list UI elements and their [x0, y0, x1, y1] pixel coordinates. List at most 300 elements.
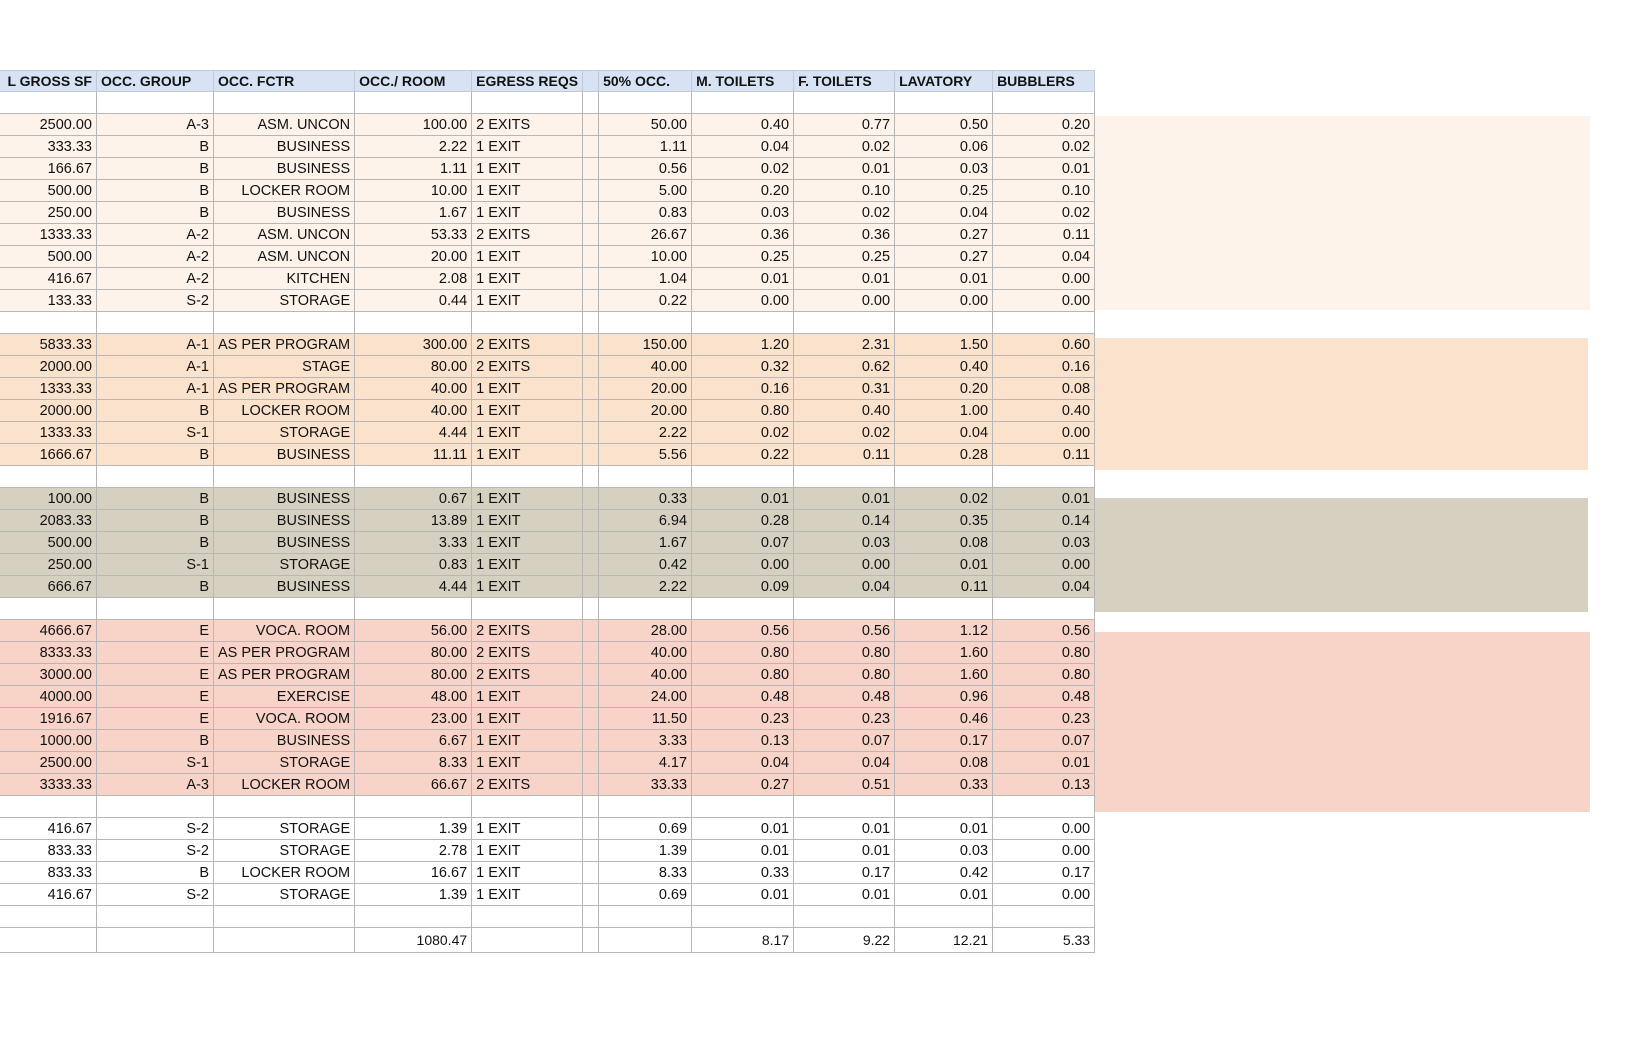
cell-bubblers[interactable]: 0.01 — [993, 488, 1095, 510]
cell-occ-factor[interactable]: AS PER PROGRAM — [214, 664, 355, 686]
cell-occ-factor[interactable]: BUSINESS — [214, 532, 355, 554]
cell-spacer[interactable] — [583, 422, 599, 444]
cell-half-occ[interactable] — [599, 796, 692, 818]
cell-bubblers[interactable]: 0.48 — [993, 686, 1095, 708]
cell-egress-reqs[interactable]: 2 EXITS — [472, 114, 583, 136]
cell-spacer[interactable] — [583, 862, 599, 884]
cell-m-toilets[interactable]: 0.07 — [692, 532, 794, 554]
cell-gross-sf[interactable]: 250.00 — [0, 554, 97, 576]
cell-f-toilets[interactable]: 0.02 — [794, 422, 895, 444]
cell-lavatory[interactable]: 0.04 — [895, 202, 993, 224]
cell-spacer[interactable] — [583, 752, 599, 774]
cell-gross-sf[interactable]: 166.67 — [0, 158, 97, 180]
cell-egress-reqs[interactable] — [472, 466, 583, 488]
cell-f-toilets[interactable]: 0.23 — [794, 708, 895, 730]
cell-egress-reqs[interactable]: 1 EXIT — [472, 532, 583, 554]
cell-spacer[interactable] — [583, 708, 599, 730]
cell-m-toilets[interactable]: 0.80 — [692, 664, 794, 686]
cell-occ-per-room[interactable]: 10.00 — [355, 180, 472, 202]
cell-occ-factor[interactable]: BUSINESS — [214, 488, 355, 510]
cell-occ-per-room[interactable]: 100.00 — [355, 114, 472, 136]
cell-m-toilets[interactable] — [692, 312, 794, 334]
cell-gross-sf[interactable] — [0, 466, 97, 488]
cell-egress-reqs[interactable] — [472, 92, 583, 114]
cell-occ-group[interactable]: A-1 — [97, 356, 214, 378]
cell-lavatory[interactable]: 0.02 — [895, 488, 993, 510]
cell-f-toilets[interactable]: 0.02 — [794, 202, 895, 224]
cell-gross-sf[interactable] — [0, 906, 97, 928]
cell-lavatory[interactable]: 0.06 — [895, 136, 993, 158]
cell-half-occ[interactable]: 40.00 — [599, 642, 692, 664]
cell-gross-sf[interactable]: 250.00 — [0, 202, 97, 224]
cell-spacer[interactable] — [583, 158, 599, 180]
cell-gross-sf[interactable] — [0, 92, 97, 114]
cell-lavatory[interactable]: 0.46 — [895, 708, 993, 730]
column-header-half-occ[interactable]: 50% OCC. — [599, 71, 692, 92]
cell-occ-factor[interactable]: BUSINESS — [214, 158, 355, 180]
cell-f-toilets[interactable]: 0.01 — [794, 488, 895, 510]
cell-m-toilets[interactable]: 0.40 — [692, 114, 794, 136]
cell-bubblers[interactable]: 0.02 — [993, 136, 1095, 158]
cell-occ-per-room[interactable]: 2.78 — [355, 840, 472, 862]
cell-bubblers[interactable]: 0.00 — [993, 840, 1095, 862]
cell-gross-sf[interactable]: 2000.00 — [0, 400, 97, 422]
column-header-occ-group[interactable]: OCC. GROUP — [97, 71, 214, 92]
cell-occ-per-room[interactable]: 8.33 — [355, 752, 472, 774]
cell-lavatory[interactable]: 1.60 — [895, 664, 993, 686]
cell-occ-per-room[interactable]: 66.67 — [355, 774, 472, 796]
cell-half-occ[interactable] — [599, 92, 692, 114]
cell-occ-factor[interactable]: BUSINESS — [214, 730, 355, 752]
cell-half-occ[interactable] — [599, 928, 692, 953]
cell-occ-per-room[interactable]: 80.00 — [355, 356, 472, 378]
cell-half-occ[interactable]: 1.67 — [599, 532, 692, 554]
cell-m-toilets[interactable]: 0.04 — [692, 136, 794, 158]
cell-egress-reqs[interactable]: 1 EXIT — [472, 752, 583, 774]
cell-m-toilets[interactable]: 0.25 — [692, 246, 794, 268]
cell-occ-per-room[interactable] — [355, 598, 472, 620]
cell-egress-reqs[interactable]: 1 EXIT — [472, 576, 583, 598]
cell-occ-group[interactable]: B — [97, 532, 214, 554]
cell-occ-per-room[interactable]: 20.00 — [355, 246, 472, 268]
cell-gross-sf[interactable] — [0, 598, 97, 620]
cell-gross-sf[interactable] — [0, 312, 97, 334]
cell-spacer[interactable] — [583, 356, 599, 378]
cell-bubblers[interactable] — [993, 312, 1095, 334]
cell-f-toilets[interactable]: 0.62 — [794, 356, 895, 378]
cell-gross-sf[interactable]: 1333.33 — [0, 224, 97, 246]
cell-bubblers[interactable] — [993, 906, 1095, 928]
cell-egress-reqs[interactable]: 2 EXITS — [472, 774, 583, 796]
column-header-egress-reqs[interactable]: EGRESS REQS — [472, 71, 583, 92]
cell-spacer[interactable] — [583, 642, 599, 664]
cell-egress-reqs[interactable]: 2 EXITS — [472, 642, 583, 664]
cell-half-occ[interactable]: 11.50 — [599, 708, 692, 730]
cell-occ-per-room[interactable]: 16.67 — [355, 862, 472, 884]
cell-bubblers[interactable]: 5.33 — [993, 928, 1095, 953]
cell-gross-sf[interactable]: 2500.00 — [0, 114, 97, 136]
cell-occ-group[interactable]: S-2 — [97, 840, 214, 862]
cell-m-toilets[interactable]: 0.02 — [692, 422, 794, 444]
cell-occ-factor[interactable]: STORAGE — [214, 752, 355, 774]
cell-occ-per-room[interactable]: 40.00 — [355, 400, 472, 422]
cell-f-toilets[interactable]: 0.14 — [794, 510, 895, 532]
cell-gross-sf[interactable]: 416.67 — [0, 268, 97, 290]
cell-occ-group[interactable]: E — [97, 664, 214, 686]
cell-f-toilets[interactable]: 0.48 — [794, 686, 895, 708]
cell-f-toilets[interactable]: 0.56 — [794, 620, 895, 642]
cell-bubblers[interactable]: 0.00 — [993, 554, 1095, 576]
cell-occ-per-room[interactable]: 13.89 — [355, 510, 472, 532]
cell-gross-sf[interactable]: 416.67 — [0, 884, 97, 906]
cell-f-toilets[interactable]: 0.01 — [794, 818, 895, 840]
cell-m-toilets[interactable]: 0.01 — [692, 840, 794, 862]
cell-occ-group[interactable]: E — [97, 686, 214, 708]
cell-f-toilets[interactable]: 0.02 — [794, 136, 895, 158]
cell-occ-per-room[interactable] — [355, 312, 472, 334]
cell-spacer[interactable] — [583, 840, 599, 862]
cell-occ-per-room[interactable] — [355, 466, 472, 488]
cell-half-occ[interactable]: 0.56 — [599, 158, 692, 180]
cell-occ-group[interactable]: B — [97, 862, 214, 884]
cell-occ-group[interactable]: B — [97, 400, 214, 422]
cell-gross-sf[interactable]: 1916.67 — [0, 708, 97, 730]
cell-f-toilets[interactable]: 0.36 — [794, 224, 895, 246]
cell-half-occ[interactable]: 26.67 — [599, 224, 692, 246]
cell-occ-group[interactable]: A-3 — [97, 114, 214, 136]
cell-lavatory[interactable]: 0.08 — [895, 752, 993, 774]
cell-m-toilets[interactable]: 0.00 — [692, 290, 794, 312]
cell-egress-reqs[interactable]: 1 EXIT — [472, 136, 583, 158]
cell-m-toilets[interactable]: 0.01 — [692, 884, 794, 906]
cell-gross-sf[interactable]: 1000.00 — [0, 730, 97, 752]
cell-gross-sf[interactable]: 500.00 — [0, 532, 97, 554]
cell-occ-factor[interactable]: STORAGE — [214, 290, 355, 312]
cell-occ-per-room[interactable]: 48.00 — [355, 686, 472, 708]
cell-occ-per-room[interactable]: 53.33 — [355, 224, 472, 246]
cell-occ-group[interactable]: B — [97, 510, 214, 532]
cell-lavatory[interactable]: 0.20 — [895, 378, 993, 400]
cell-occ-group[interactable]: B — [97, 136, 214, 158]
cell-egress-reqs[interactable]: 1 EXIT — [472, 510, 583, 532]
cell-egress-reqs[interactable] — [472, 598, 583, 620]
cell-bubblers[interactable]: 0.17 — [993, 862, 1095, 884]
cell-half-occ[interactable]: 150.00 — [599, 334, 692, 356]
cell-f-toilets[interactable] — [794, 598, 895, 620]
cell-bubblers[interactable]: 0.80 — [993, 642, 1095, 664]
cell-bubblers[interactable]: 0.60 — [993, 334, 1095, 356]
cell-half-occ[interactable]: 28.00 — [599, 620, 692, 642]
cell-gross-sf[interactable] — [0, 928, 97, 953]
column-header-spacer[interactable] — [583, 71, 599, 92]
cell-lavatory[interactable]: 0.96 — [895, 686, 993, 708]
cell-occ-group[interactable]: E — [97, 708, 214, 730]
cell-spacer[interactable] — [583, 554, 599, 576]
cell-lavatory[interactable] — [895, 598, 993, 620]
cell-occ-factor[interactable]: BUSINESS — [214, 136, 355, 158]
cell-half-occ[interactable]: 0.83 — [599, 202, 692, 224]
cell-occ-group[interactable] — [97, 312, 214, 334]
cell-spacer[interactable] — [583, 796, 599, 818]
cell-occ-factor[interactable]: AS PER PROGRAM — [214, 378, 355, 400]
cell-egress-reqs[interactable]: 1 EXIT — [472, 268, 583, 290]
cell-m-toilets[interactable]: 0.28 — [692, 510, 794, 532]
cell-f-toilets[interactable] — [794, 92, 895, 114]
cell-occ-group[interactable] — [97, 928, 214, 953]
cell-bubblers[interactable]: 0.04 — [993, 576, 1095, 598]
cell-occ-factor[interactable]: ASM. UNCON — [214, 114, 355, 136]
cell-f-toilets[interactable]: 0.31 — [794, 378, 895, 400]
cell-occ-factor[interactable]: EXERCISE — [214, 686, 355, 708]
cell-egress-reqs[interactable]: 1 EXIT — [472, 730, 583, 752]
cell-f-toilets[interactable] — [794, 906, 895, 928]
cell-half-occ[interactable]: 20.00 — [599, 400, 692, 422]
cell-occ-per-room[interactable]: 4.44 — [355, 576, 472, 598]
cell-m-toilets[interactable]: 0.03 — [692, 202, 794, 224]
cell-lavatory[interactable]: 0.01 — [895, 818, 993, 840]
cell-bubblers[interactable]: 0.10 — [993, 180, 1095, 202]
cell-f-toilets[interactable]: 0.01 — [794, 158, 895, 180]
cell-egress-reqs[interactable]: 2 EXITS — [472, 224, 583, 246]
cell-gross-sf[interactable]: 833.33 — [0, 862, 97, 884]
cell-spacer[interactable] — [583, 598, 599, 620]
cell-egress-reqs[interactable]: 1 EXIT — [472, 158, 583, 180]
cell-gross-sf[interactable]: 416.67 — [0, 818, 97, 840]
cell-occ-group[interactable]: A-2 — [97, 268, 214, 290]
cell-occ-factor[interactable]: ASM. UNCON — [214, 246, 355, 268]
column-header-occ-factor[interactable]: OCC. FCTR — [214, 71, 355, 92]
cell-occ-per-room[interactable]: 40.00 — [355, 378, 472, 400]
cell-m-toilets[interactable] — [692, 598, 794, 620]
cell-occ-factor[interactable] — [214, 466, 355, 488]
cell-occ-per-room[interactable]: 2.08 — [355, 268, 472, 290]
cell-gross-sf[interactable]: 1333.33 — [0, 422, 97, 444]
cell-f-toilets[interactable] — [794, 796, 895, 818]
cell-gross-sf[interactable]: 2083.33 — [0, 510, 97, 532]
cell-occ-factor[interactable]: STORAGE — [214, 884, 355, 906]
cell-lavatory[interactable]: 1.60 — [895, 642, 993, 664]
cell-occ-group[interactable] — [97, 92, 214, 114]
cell-spacer[interactable] — [583, 334, 599, 356]
cell-gross-sf[interactable]: 3333.33 — [0, 774, 97, 796]
cell-occ-factor[interactable]: BUSINESS — [214, 444, 355, 466]
cell-egress-reqs[interactable]: 1 EXIT — [472, 884, 583, 906]
cell-spacer[interactable] — [583, 928, 599, 953]
cell-f-toilets[interactable]: 0.01 — [794, 884, 895, 906]
cell-spacer[interactable] — [583, 510, 599, 532]
cell-lavatory[interactable]: 1.12 — [895, 620, 993, 642]
cell-half-occ[interactable]: 3.33 — [599, 730, 692, 752]
cell-spacer[interactable] — [583, 576, 599, 598]
cell-occ-per-room[interactable]: 1.67 — [355, 202, 472, 224]
column-header-bubblers[interactable]: BUBBLERS — [993, 71, 1095, 92]
cell-lavatory[interactable]: 0.33 — [895, 774, 993, 796]
cell-half-occ[interactable]: 0.69 — [599, 818, 692, 840]
cell-occ-group[interactable]: A-1 — [97, 334, 214, 356]
cell-lavatory[interactable]: 0.00 — [895, 290, 993, 312]
cell-occ-per-room[interactable]: 2.22 — [355, 136, 472, 158]
cell-spacer[interactable] — [583, 136, 599, 158]
cell-egress-reqs[interactable]: 1 EXIT — [472, 378, 583, 400]
cell-gross-sf[interactable]: 4000.00 — [0, 686, 97, 708]
cell-gross-sf[interactable] — [0, 796, 97, 818]
cell-f-toilets[interactable]: 0.11 — [794, 444, 895, 466]
cell-gross-sf[interactable]: 8333.33 — [0, 642, 97, 664]
cell-egress-reqs[interactable]: 1 EXIT — [472, 422, 583, 444]
cell-spacer[interactable] — [583, 290, 599, 312]
cell-lavatory[interactable]: 0.27 — [895, 246, 993, 268]
cell-half-occ[interactable]: 50.00 — [599, 114, 692, 136]
cell-spacer[interactable] — [583, 180, 599, 202]
cell-half-occ[interactable] — [599, 906, 692, 928]
cell-occ-group[interactable] — [97, 906, 214, 928]
cell-m-toilets[interactable] — [692, 466, 794, 488]
cell-bubblers[interactable]: 0.00 — [993, 268, 1095, 290]
cell-occ-per-room[interactable] — [355, 796, 472, 818]
cell-spacer[interactable] — [583, 246, 599, 268]
cell-lavatory[interactable]: 0.27 — [895, 224, 993, 246]
cell-occ-factor[interactable]: LOCKER ROOM — [214, 862, 355, 884]
cell-gross-sf[interactable]: 133.33 — [0, 290, 97, 312]
cell-m-toilets[interactable]: 0.04 — [692, 752, 794, 774]
cell-lavatory[interactable]: 0.28 — [895, 444, 993, 466]
cell-egress-reqs[interactable]: 1 EXIT — [472, 554, 583, 576]
cell-f-toilets[interactable]: 2.31 — [794, 334, 895, 356]
cell-occ-factor[interactable]: VOCA. ROOM — [214, 620, 355, 642]
cell-bubblers[interactable]: 0.40 — [993, 400, 1095, 422]
cell-occ-per-room[interactable]: 23.00 — [355, 708, 472, 730]
cell-occ-group[interactable]: B — [97, 444, 214, 466]
cell-bubblers[interactable] — [993, 598, 1095, 620]
cell-half-occ[interactable]: 5.56 — [599, 444, 692, 466]
cell-m-toilets[interactable]: 8.17 — [692, 928, 794, 953]
cell-occ-group[interactable]: S-2 — [97, 818, 214, 840]
cell-lavatory[interactable] — [895, 466, 993, 488]
cell-lavatory[interactable]: 0.03 — [895, 840, 993, 862]
cell-bubblers[interactable]: 0.07 — [993, 730, 1095, 752]
cell-occ-factor[interactable]: BUSINESS — [214, 576, 355, 598]
cell-egress-reqs[interactable]: 1 EXIT — [472, 862, 583, 884]
cell-occ-per-room[interactable]: 80.00 — [355, 642, 472, 664]
cell-half-occ[interactable]: 0.22 — [599, 290, 692, 312]
cell-occ-group[interactable]: A-2 — [97, 246, 214, 268]
column-header-lavatory[interactable]: LAVATORY — [895, 71, 993, 92]
cell-occ-per-room[interactable]: 1080.47 — [355, 928, 472, 953]
cell-bubblers[interactable]: 0.11 — [993, 444, 1095, 466]
cell-gross-sf[interactable]: 1666.67 — [0, 444, 97, 466]
cell-occ-per-room[interactable]: 1.11 — [355, 158, 472, 180]
cell-bubblers[interactable]: 0.01 — [993, 752, 1095, 774]
cell-gross-sf[interactable]: 333.33 — [0, 136, 97, 158]
cell-half-occ[interactable]: 10.00 — [599, 246, 692, 268]
cell-gross-sf[interactable]: 1333.33 — [0, 378, 97, 400]
cell-lavatory[interactable]: 0.11 — [895, 576, 993, 598]
cell-egress-reqs[interactable]: 1 EXIT — [472, 818, 583, 840]
cell-spacer[interactable] — [583, 378, 599, 400]
cell-bubblers[interactable]: 0.11 — [993, 224, 1095, 246]
cell-lavatory[interactable]: 0.35 — [895, 510, 993, 532]
cell-lavatory[interactable]: 0.01 — [895, 554, 993, 576]
cell-m-toilets[interactable]: 0.01 — [692, 818, 794, 840]
column-header-occ-per-room[interactable]: OCC./ ROOM — [355, 71, 472, 92]
cell-half-occ[interactable]: 1.39 — [599, 840, 692, 862]
column-header-f-toilets[interactable]: F. TOILETS — [794, 71, 895, 92]
cell-bubblers[interactable] — [993, 92, 1095, 114]
cell-occ-per-room[interactable]: 6.67 — [355, 730, 472, 752]
cell-spacer[interactable] — [583, 664, 599, 686]
cell-bubblers[interactable]: 0.00 — [993, 884, 1095, 906]
cell-m-toilets[interactable]: 0.23 — [692, 708, 794, 730]
cell-gross-sf[interactable]: 500.00 — [0, 246, 97, 268]
cell-occ-group[interactable]: S-1 — [97, 422, 214, 444]
cell-bubblers[interactable]: 0.13 — [993, 774, 1095, 796]
cell-lavatory[interactable]: 0.25 — [895, 180, 993, 202]
cell-spacer[interactable] — [583, 818, 599, 840]
cell-gross-sf[interactable]: 2000.00 — [0, 356, 97, 378]
cell-occ-factor[interactable]: STORAGE — [214, 422, 355, 444]
cell-spacer[interactable] — [583, 312, 599, 334]
cell-half-occ[interactable]: 1.04 — [599, 268, 692, 290]
cell-m-toilets[interactable] — [692, 796, 794, 818]
cell-spacer[interactable] — [583, 906, 599, 928]
cell-occ-group[interactable]: B — [97, 180, 214, 202]
cell-occ-factor[interactable] — [214, 796, 355, 818]
cell-half-occ[interactable]: 2.22 — [599, 576, 692, 598]
cell-spacer[interactable] — [583, 532, 599, 554]
cell-m-toilets[interactable]: 0.36 — [692, 224, 794, 246]
cell-m-toilets[interactable] — [692, 92, 794, 114]
cell-f-toilets[interactable]: 0.80 — [794, 664, 895, 686]
cell-occ-factor[interactable]: VOCA. ROOM — [214, 708, 355, 730]
cell-f-toilets[interactable] — [794, 312, 895, 334]
cell-spacer[interactable] — [583, 92, 599, 114]
cell-lavatory[interactable]: 0.03 — [895, 158, 993, 180]
cell-f-toilets[interactable]: 0.51 — [794, 774, 895, 796]
cell-bubblers[interactable] — [993, 466, 1095, 488]
cell-f-toilets[interactable]: 0.17 — [794, 862, 895, 884]
cell-lavatory[interactable]: 0.01 — [895, 884, 993, 906]
cell-occ-factor[interactable] — [214, 928, 355, 953]
cell-lavatory[interactable] — [895, 312, 993, 334]
cell-m-toilets[interactable]: 0.22 — [692, 444, 794, 466]
cell-occ-per-room[interactable] — [355, 92, 472, 114]
cell-gross-sf[interactable]: 666.67 — [0, 576, 97, 598]
cell-lavatory[interactable]: 0.42 — [895, 862, 993, 884]
cell-f-toilets[interactable]: 0.77 — [794, 114, 895, 136]
cell-spacer[interactable] — [583, 444, 599, 466]
cell-m-toilets[interactable]: 0.33 — [692, 862, 794, 884]
cell-occ-factor[interactable]: STORAGE — [214, 840, 355, 862]
cell-bubblers[interactable]: 0.20 — [993, 114, 1095, 136]
cell-lavatory[interactable]: 0.01 — [895, 268, 993, 290]
cell-f-toilets[interactable]: 0.00 — [794, 554, 895, 576]
cell-egress-reqs[interactable]: 1 EXIT — [472, 400, 583, 422]
cell-egress-reqs[interactable]: 1 EXIT — [472, 444, 583, 466]
cell-occ-factor[interactable] — [214, 92, 355, 114]
cell-egress-reqs[interactable]: 1 EXIT — [472, 686, 583, 708]
cell-egress-reqs[interactable]: 1 EXIT — [472, 180, 583, 202]
cell-occ-factor[interactable] — [214, 598, 355, 620]
cell-occ-per-room[interactable]: 1.39 — [355, 818, 472, 840]
cell-gross-sf[interactable]: 5833.33 — [0, 334, 97, 356]
cell-f-toilets[interactable]: 9.22 — [794, 928, 895, 953]
cell-f-toilets[interactable]: 0.10 — [794, 180, 895, 202]
cell-occ-factor[interactable] — [214, 312, 355, 334]
cell-lavatory[interactable]: 0.08 — [895, 532, 993, 554]
cell-occ-factor[interactable]: AS PER PROGRAM — [214, 334, 355, 356]
cell-occ-factor[interactable]: LOCKER ROOM — [214, 180, 355, 202]
cell-spacer[interactable] — [583, 114, 599, 136]
